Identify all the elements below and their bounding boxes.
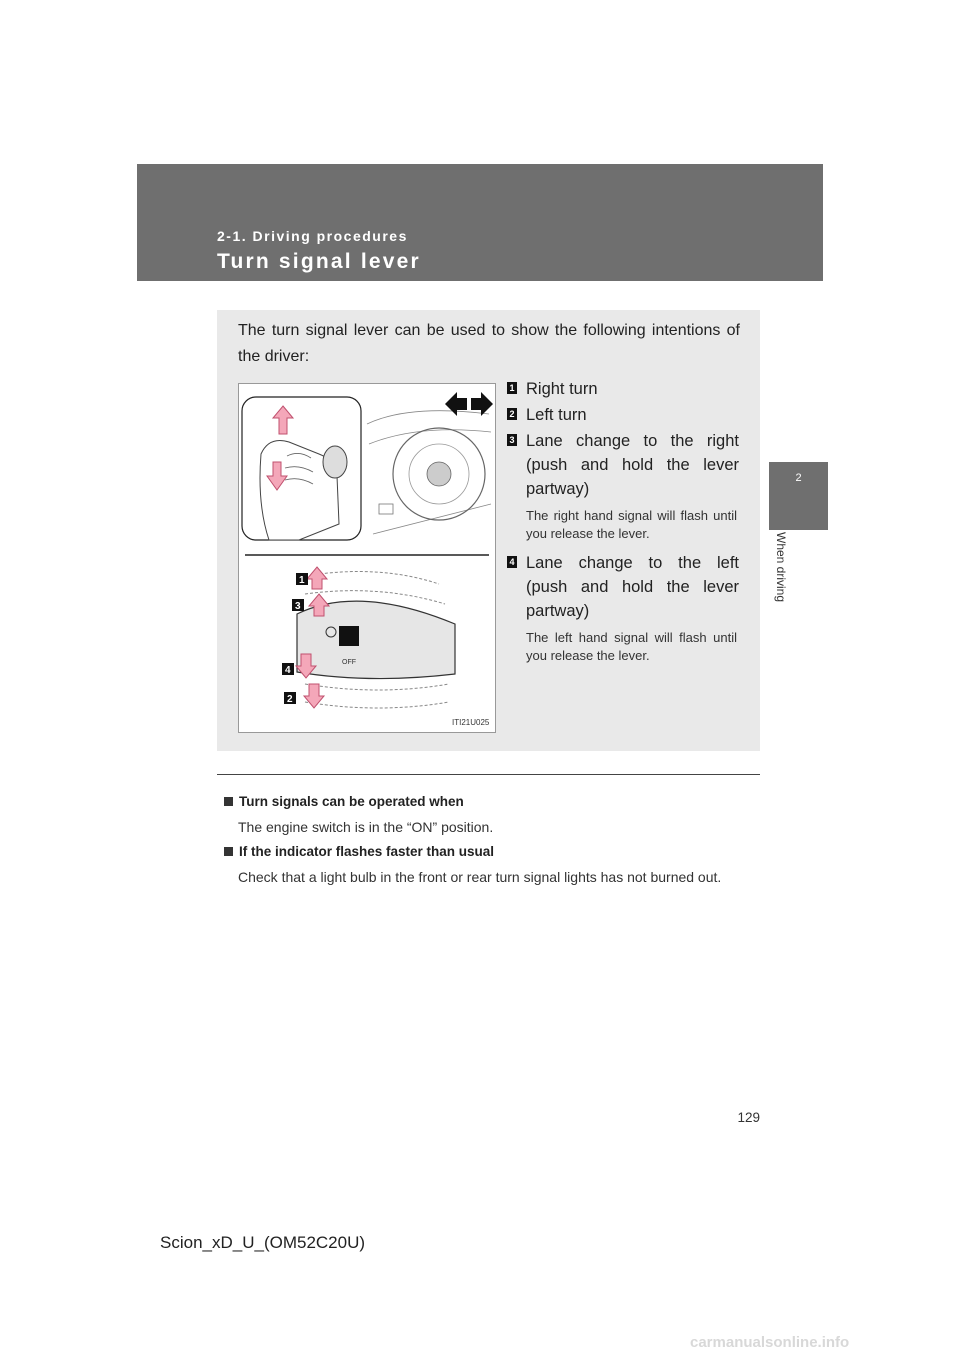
divider <box>217 774 760 775</box>
section-title: 2-1. Driving procedures <box>217 228 408 244</box>
item-note: The left hand signal will flash until you release the lever. <box>526 630 737 663</box>
callout-1-text: 1 <box>299 575 305 586</box>
item-number-badge: 2 <box>507 408 517 420</box>
callout-3-text: 3 <box>295 601 301 612</box>
square-bullet-icon <box>224 847 233 856</box>
switch-off-label: OFF <box>342 659 356 666</box>
turn-signal-illustration <box>239 384 495 732</box>
lever-stalk <box>323 446 347 478</box>
note-heading-text: If the indicator flashes faster than usual <box>239 844 495 859</box>
list-item <box>507 551 739 623</box>
note-body: Check that a light bulb in the front or rear turn signal lights has not burned out. <box>238 869 722 885</box>
note-heading <box>224 794 464 809</box>
list-item <box>507 377 739 401</box>
item-number-badge: 4 <box>507 556 517 568</box>
square-bullet-icon <box>224 797 233 806</box>
item-number-badge: 1 <box>507 382 517 394</box>
chapter-tab-label: When driving <box>774 532 788 603</box>
callout-4-text: 4 <box>285 665 291 676</box>
item-label: Lane change to the right (push and hold the lever partway) <box>526 432 739 498</box>
left-arrow-icon <box>445 392 467 416</box>
page-number: 129 <box>737 1110 760 1125</box>
callout-1-arrow <box>307 567 327 589</box>
panel-intro: The turn signal lever can be used to show the following intentions of the driver: <box>238 322 740 365</box>
note-body: The engine switch is in the “ON” position. <box>238 819 494 835</box>
item-number-badge: 3 <box>507 434 517 446</box>
callout-2-text: 2 <box>287 694 293 705</box>
item-label: Left turn <box>526 406 587 424</box>
figure-code: ITI21U025 <box>452 718 490 727</box>
item-label: Right turn <box>526 380 598 398</box>
note-heading-text: Turn signals can be operated when <box>239 794 464 809</box>
light-switch-icon <box>339 626 359 646</box>
turn-signal-figure <box>238 383 496 733</box>
page-title: Turn signal lever <box>217 250 421 273</box>
list-item <box>507 403 739 427</box>
watermark: carmanualsonline.info <box>690 1334 850 1351</box>
item-note: The right hand signal will flash until you release the lever. <box>526 508 737 541</box>
chapter-tab-label-wrap <box>770 532 794 628</box>
note-heading <box>224 844 494 859</box>
chapter-tab-number: 2 <box>795 472 802 484</box>
list-item <box>507 429 739 501</box>
document-footer: Scion_xD_U_(OM52C20U) <box>160 1233 366 1252</box>
item-label: Lane change to the left (push and hold the lever partway) <box>526 554 739 620</box>
